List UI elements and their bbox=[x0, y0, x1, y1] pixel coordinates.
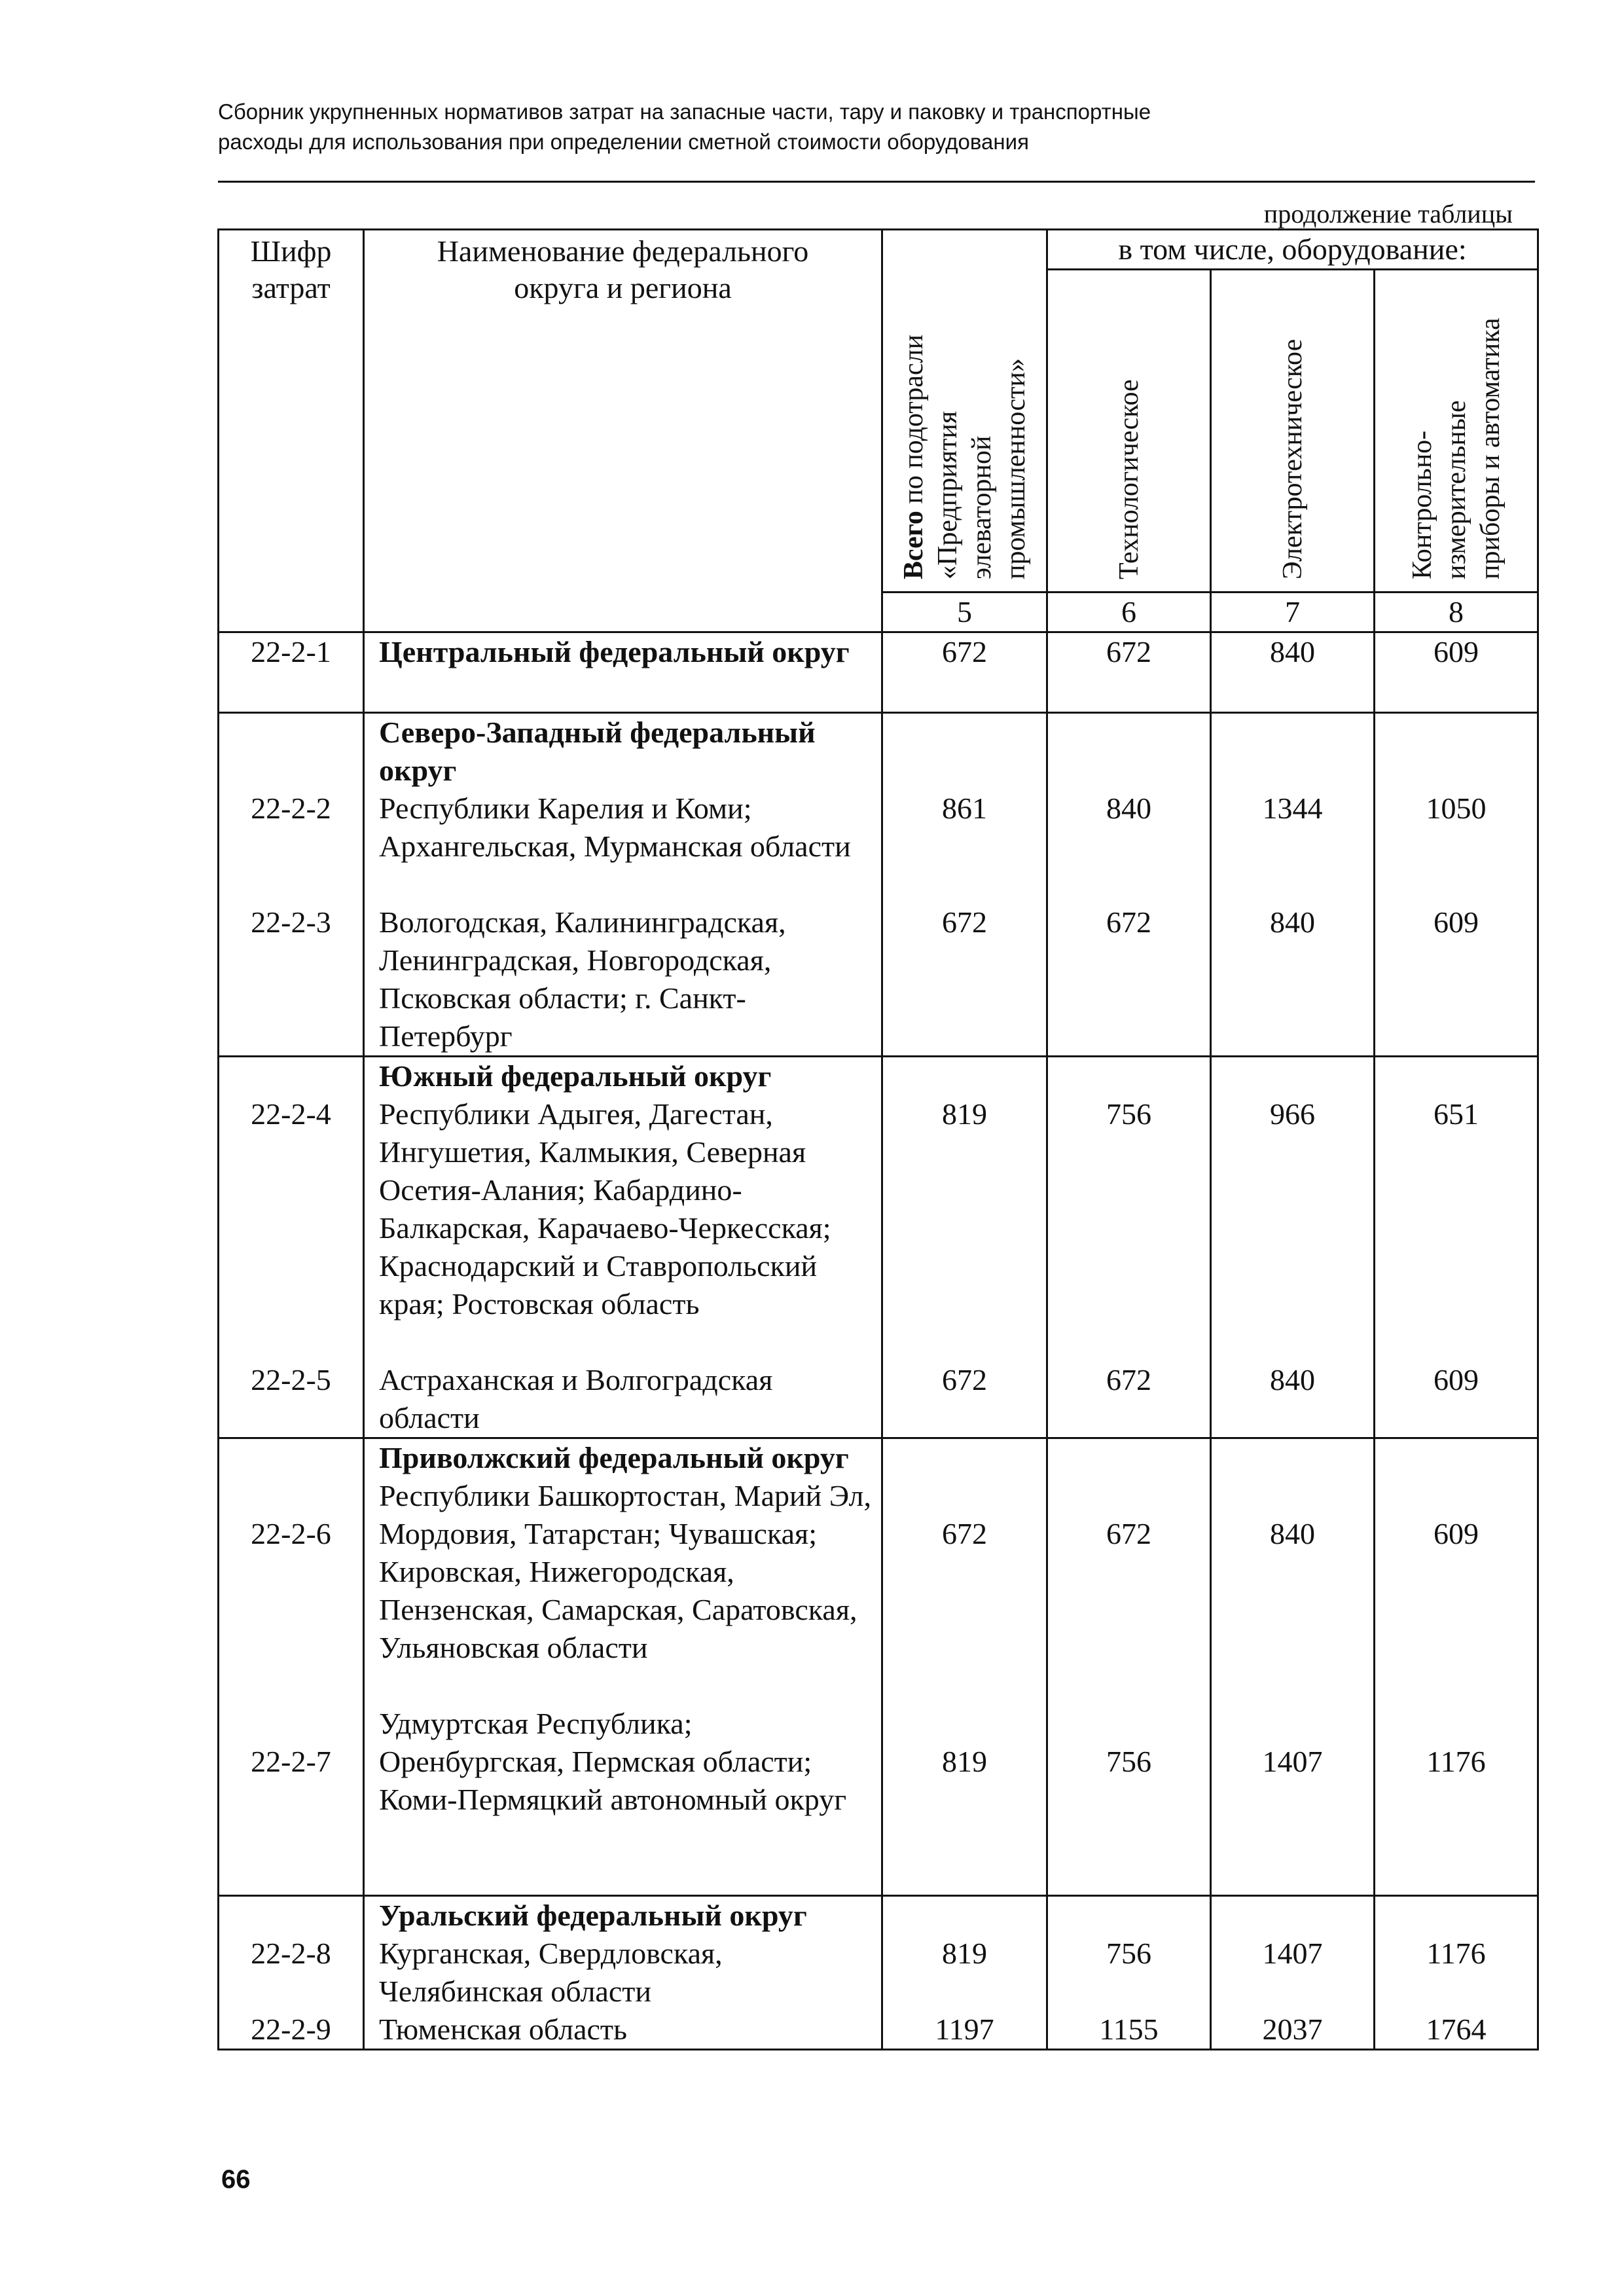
row-value-6: 756 bbox=[1106, 1097, 1151, 1131]
row-code: 22-2-9 bbox=[251, 2013, 331, 2046]
col-number-6: 6 bbox=[1047, 592, 1211, 632]
head-total-rest: по подотрасли «Предприятия элеваторной промышленности» bbox=[898, 335, 1031, 579]
row-code: 22-2-6 bbox=[251, 1517, 331, 1550]
row-value-8: 1050 bbox=[1426, 792, 1487, 825]
row-value-5: 1197 bbox=[935, 2013, 994, 2046]
header-line-2: расходы для использования при определении сметной стоимости оборудования bbox=[218, 130, 1029, 154]
row-name: Вологодская, Калининградская, Ленинградская, Новгородская, Псковская области; г. Санкт-Петербург bbox=[379, 905, 786, 1053]
row-value-8: 651 bbox=[1434, 1097, 1479, 1131]
group-codes bbox=[219, 1438, 364, 1896]
row-name: Республики Карелия и Коми; Архангельская, Мурманская области bbox=[379, 792, 851, 863]
col-number-8: 8 bbox=[1375, 592, 1538, 632]
group-title: Приволжский федеральный округ bbox=[379, 1441, 849, 1474]
row-value-7: 840 bbox=[1270, 1517, 1315, 1550]
row-value-8: 609 bbox=[1434, 1517, 1479, 1550]
header-line-1: Сборник укрупненных нормативов затрат на запасные части, тару и паковку и транспортные bbox=[218, 100, 1151, 124]
row-value-6: 756 bbox=[1106, 1937, 1151, 1970]
row-value-5: 819 bbox=[942, 1745, 987, 1778]
row-value-7: 2037 bbox=[1262, 2013, 1323, 2046]
head-electro: Электротехническое bbox=[1211, 270, 1375, 592]
row-value-7: 840 bbox=[1211, 632, 1375, 713]
row-code: 22-2-5 bbox=[251, 1363, 331, 1396]
table-group-ural bbox=[219, 1896, 1538, 2050]
head-code: Шифр затрат bbox=[219, 230, 364, 632]
row-value-5: 861 bbox=[942, 792, 987, 825]
table-group-volga bbox=[219, 1438, 1538, 1896]
head-total-bold: Всего bbox=[898, 511, 929, 579]
head-kip: Контрольно-измерительные приборы и автоматика bbox=[1375, 270, 1538, 592]
row-code: 22-2-2 bbox=[251, 792, 331, 825]
document-header bbox=[218, 97, 1535, 157]
group-names bbox=[364, 713, 882, 1057]
row-value-6: 672 bbox=[1106, 1363, 1151, 1396]
row-value-7: 1407 bbox=[1262, 1937, 1323, 1970]
group-names bbox=[364, 1896, 882, 2050]
table-head-row-1 bbox=[219, 230, 1538, 270]
row-value-5: 672 bbox=[942, 1517, 987, 1550]
continuation-label: продолжение таблицы bbox=[1263, 199, 1513, 228]
norms-table bbox=[217, 228, 1539, 2050]
row-value-6: 672 bbox=[1047, 632, 1211, 713]
row-value-5: 819 bbox=[942, 1937, 987, 1970]
row-value-6: 1155 bbox=[1099, 2013, 1159, 2046]
row-name: Центральный федеральный округ bbox=[364, 632, 882, 713]
row-value-5: 672 bbox=[942, 905, 987, 939]
row-value-6: 840 bbox=[1106, 792, 1151, 825]
row-value-6: 672 bbox=[1106, 905, 1151, 939]
row-code: 22-2-4 bbox=[251, 1097, 331, 1131]
table-group-northwest bbox=[219, 713, 1538, 1057]
header-rule bbox=[218, 181, 1535, 183]
row-value-8: 1176 bbox=[1426, 1937, 1486, 1970]
row-name: Курганская, Свердловская, Челябинская области bbox=[379, 1937, 723, 2008]
group-names bbox=[364, 1438, 882, 1896]
group-codes bbox=[219, 1896, 364, 2050]
row-value-5: 672 bbox=[882, 632, 1047, 713]
row-value-8: 609 bbox=[1375, 632, 1538, 713]
head-tech: Технологическое bbox=[1047, 270, 1211, 592]
row-name: Удмуртская Республика; Оренбургская, Пермская области; Коми-Пермяцкий автономный округ bbox=[379, 1707, 847, 1816]
group-codes bbox=[219, 713, 364, 1057]
row-code: 22-2-1 bbox=[219, 632, 364, 713]
group-title: Уральский федеральный округ bbox=[379, 1899, 807, 1932]
row-name: Республики Адыгея, Дагестан, Ингушетия, Калмыкия, Северная Осетия-Алания; Кабардино-Балкарская, Карачаево-Черкесская; Краснодарский и Ставропольский края; Ростовская область bbox=[379, 1097, 831, 1321]
row-value-5: 672 bbox=[942, 1363, 987, 1396]
row-name: Республики Башкортостан, Марий Эл, Мордовия, Татарстан; Чувашская; Кировская, Нижегородская, Пензенская, Самарская, Саратовская, Ульяновская области bbox=[379, 1479, 871, 1664]
row-name: Тюменская область bbox=[379, 2013, 627, 2046]
row-code: 22-2-8 bbox=[251, 1937, 331, 1970]
row-value-7: 840 bbox=[1270, 905, 1315, 939]
row-value-6: 756 bbox=[1106, 1745, 1151, 1778]
row-value-8: 609 bbox=[1434, 905, 1479, 939]
row-value-7: 840 bbox=[1270, 1363, 1315, 1396]
group-title: Южный федеральный округ bbox=[379, 1059, 772, 1093]
table-group-south bbox=[219, 1057, 1538, 1438]
row-value-6: 672 bbox=[1106, 1517, 1151, 1550]
group-title: Северо-Западный федеральный округ bbox=[379, 716, 816, 787]
row-value-7: 1407 bbox=[1262, 1745, 1323, 1778]
row-value-5: 819 bbox=[942, 1097, 987, 1131]
group-codes bbox=[219, 1057, 364, 1438]
row-code: 22-2-7 bbox=[251, 1745, 331, 1778]
col-number-7: 7 bbox=[1211, 592, 1375, 632]
row-value-7: 1344 bbox=[1262, 792, 1323, 825]
row-code: 22-2-3 bbox=[251, 905, 331, 939]
page-number: 66 bbox=[221, 2165, 251, 2194]
row-value-8: 1176 bbox=[1426, 1745, 1486, 1778]
row-value-7: 966 bbox=[1270, 1097, 1315, 1131]
head-including: в том числе, оборудование: bbox=[1047, 230, 1538, 270]
head-total bbox=[882, 230, 1047, 592]
head-name: Наименование федерального округа и региона bbox=[364, 230, 882, 632]
table-row bbox=[219, 632, 1538, 713]
row-value-8: 1764 bbox=[1426, 2013, 1487, 2046]
row-name: Астраханская и Волгоградская области bbox=[379, 1363, 773, 1434]
row-value-8: 609 bbox=[1434, 1363, 1479, 1396]
col-number-5: 5 bbox=[882, 592, 1047, 632]
group-names bbox=[364, 1057, 882, 1438]
